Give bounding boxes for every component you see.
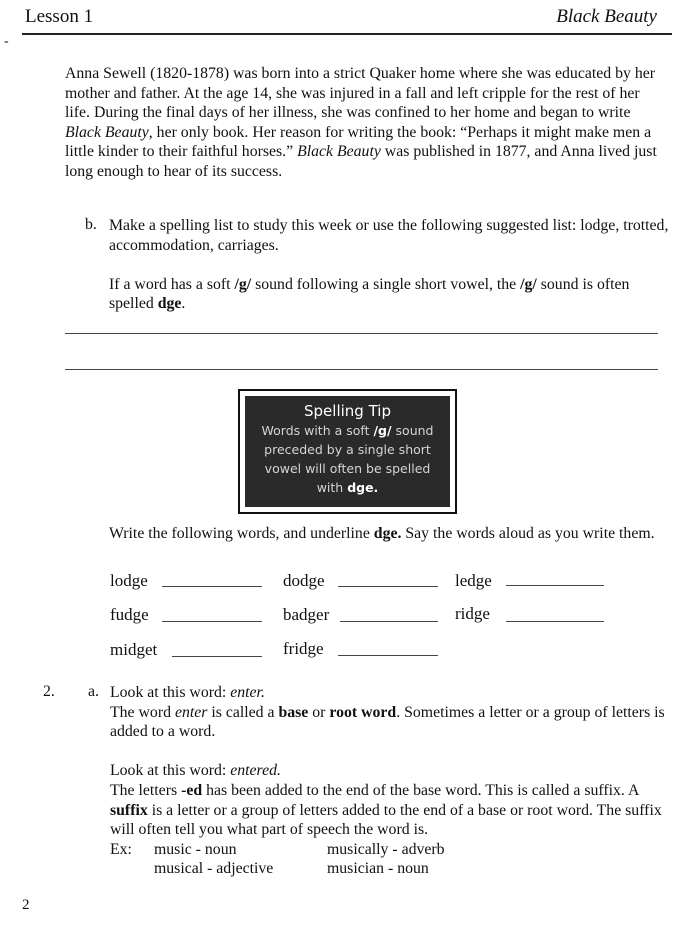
example-label: Ex: bbox=[110, 840, 132, 858]
base-or: or bbox=[308, 703, 330, 721]
look2-word: entered. bbox=[230, 762, 281, 780]
word-blank[interactable] bbox=[340, 621, 438, 622]
tip-line1-c: sound bbox=[391, 423, 434, 438]
spelling-tip-body bbox=[245, 421, 450, 497]
root-word-term: root word bbox=[329, 703, 397, 721]
instr-text-c: Say the words aloud as you write them. bbox=[401, 525, 655, 542]
word-blank[interactable] bbox=[506, 621, 604, 622]
item-b-text bbox=[109, 216, 669, 334]
base-text-1: The word bbox=[110, 703, 175, 721]
rule-sound-2: /g/ bbox=[520, 275, 537, 293]
practice-word: midget bbox=[110, 640, 158, 659]
example-item: musically - adverb bbox=[327, 840, 445, 858]
base-text-2: is called a bbox=[207, 703, 279, 721]
rule-text-3: sound is often spelled bbox=[109, 275, 630, 313]
tip-line4-a: with bbox=[316, 480, 348, 495]
bio-title1: Black Beauty bbox=[65, 123, 149, 141]
practice-word: fridge bbox=[283, 639, 324, 658]
practice-word: badger bbox=[283, 605, 330, 624]
base-word-explanation bbox=[110, 703, 670, 742]
tip-line4-b: dge. bbox=[347, 480, 379, 495]
example-item: musical - adjective bbox=[154, 860, 274, 878]
lesson-label: Lesson 1 bbox=[25, 6, 94, 27]
example-label-spacer bbox=[110, 859, 154, 879]
author-biography bbox=[65, 64, 665, 182]
instr-text-a: Write the following words, and underline bbox=[109, 525, 374, 542]
bio-title2: Black Beauty bbox=[297, 143, 381, 161]
practice-word: ledge bbox=[455, 571, 492, 590]
example-row-2 bbox=[110, 859, 670, 879]
practice-word: lodge bbox=[110, 571, 148, 590]
base-example: enter bbox=[174, 703, 208, 721]
rule-text-2: sound following a single short vowel, the bbox=[251, 275, 521, 293]
page-number: 2 bbox=[22, 897, 30, 913]
word-blank[interactable] bbox=[162, 586, 262, 587]
word-blank[interactable] bbox=[338, 586, 438, 587]
practice-word: dodge bbox=[283, 571, 325, 590]
suf-text-1: The letters bbox=[110, 781, 182, 799]
word-blank[interactable] bbox=[506, 585, 604, 586]
word-blank[interactable] bbox=[172, 656, 262, 657]
spelling-tip-panel bbox=[245, 396, 450, 507]
spacer bbox=[110, 742, 670, 762]
practice-word: ridge bbox=[455, 604, 490, 623]
suffix-lesson bbox=[110, 683, 670, 879]
look1-text: Look at this word: bbox=[110, 684, 231, 701]
rule-text-1: If a word has a soft bbox=[109, 275, 235, 293]
item-a-letter: a. bbox=[88, 683, 99, 700]
tip-line1-a: Words with a soft bbox=[261, 423, 374, 438]
look-entered bbox=[110, 761, 670, 781]
word-blank[interactable] bbox=[162, 621, 262, 622]
base-text-3: . Sometimes a letter or a group of letters is added to a word. bbox=[110, 703, 665, 741]
spelling-tip-title: Spelling Tip bbox=[304, 402, 391, 420]
practice-instruction bbox=[109, 524, 669, 544]
suf-text-3: is a letter or a group of letters added to the end of a base or root word. The suffix will often tell you what part of speech the word is. bbox=[110, 801, 662, 839]
base-term: base bbox=[278, 703, 309, 721]
bio-part1: Anna Sewell (1820-1878) was born into a strict Quaker home where she was educated by her mother and father. At the age 14, she was injured in a fall and left cripple for the rest of her life. During the final days of her illness, she was confined to her home and began to write bbox=[65, 65, 656, 122]
question-number: 2. bbox=[43, 683, 55, 700]
rule-sound-1: /g/ bbox=[234, 275, 252, 293]
answer-line-2[interactable] bbox=[65, 369, 658, 370]
spelling-tip-box bbox=[238, 389, 457, 514]
rule-end: . bbox=[181, 295, 186, 313]
look1-word: enter. bbox=[230, 684, 265, 701]
bio-part3: was published in 1877, and Anna lived just long enough to hear of its success. bbox=[65, 143, 657, 180]
spelling-list-instruction: Make a spelling list to study this week or use the following suggested list: lodge, trotted, accommodation, carriages. bbox=[109, 217, 669, 254]
tip-line3: vowel will often be spelled bbox=[264, 461, 431, 476]
example-item: music - noun bbox=[154, 840, 237, 858]
practice-word: fudge bbox=[110, 605, 149, 624]
edge-mark: - bbox=[4, 34, 9, 49]
answer-line-1[interactable] bbox=[65, 333, 658, 334]
suffix-explanation bbox=[110, 781, 670, 840]
soft-g-rule bbox=[109, 275, 669, 314]
item-b-letter: b. bbox=[85, 216, 97, 233]
header-rule bbox=[22, 33, 672, 35]
tip-line1-b: /g/ bbox=[373, 423, 392, 438]
example-item: musician - noun bbox=[327, 860, 429, 878]
suf-ed: -ed bbox=[181, 781, 203, 799]
tip-line2: preceded by a single short bbox=[264, 442, 431, 457]
look2-text: Look at this word: bbox=[110, 762, 231, 780]
look-enter bbox=[110, 683, 670, 703]
rule-suffix: dge bbox=[157, 295, 182, 313]
instr-suffix: dge. bbox=[373, 525, 402, 542]
book-title: Black Beauty bbox=[556, 6, 657, 27]
suf-text-2: has been added to the end of the base word. This is called a suffix. A bbox=[202, 781, 639, 799]
example-row-1 bbox=[110, 840, 670, 860]
word-blank[interactable] bbox=[338, 655, 438, 656]
suffix-term: suffix bbox=[110, 801, 148, 819]
bio-part2: , her only book. Her reason for writing the book: “Perhaps it might make men a little kinder to their faithful horses.” bbox=[65, 123, 652, 161]
